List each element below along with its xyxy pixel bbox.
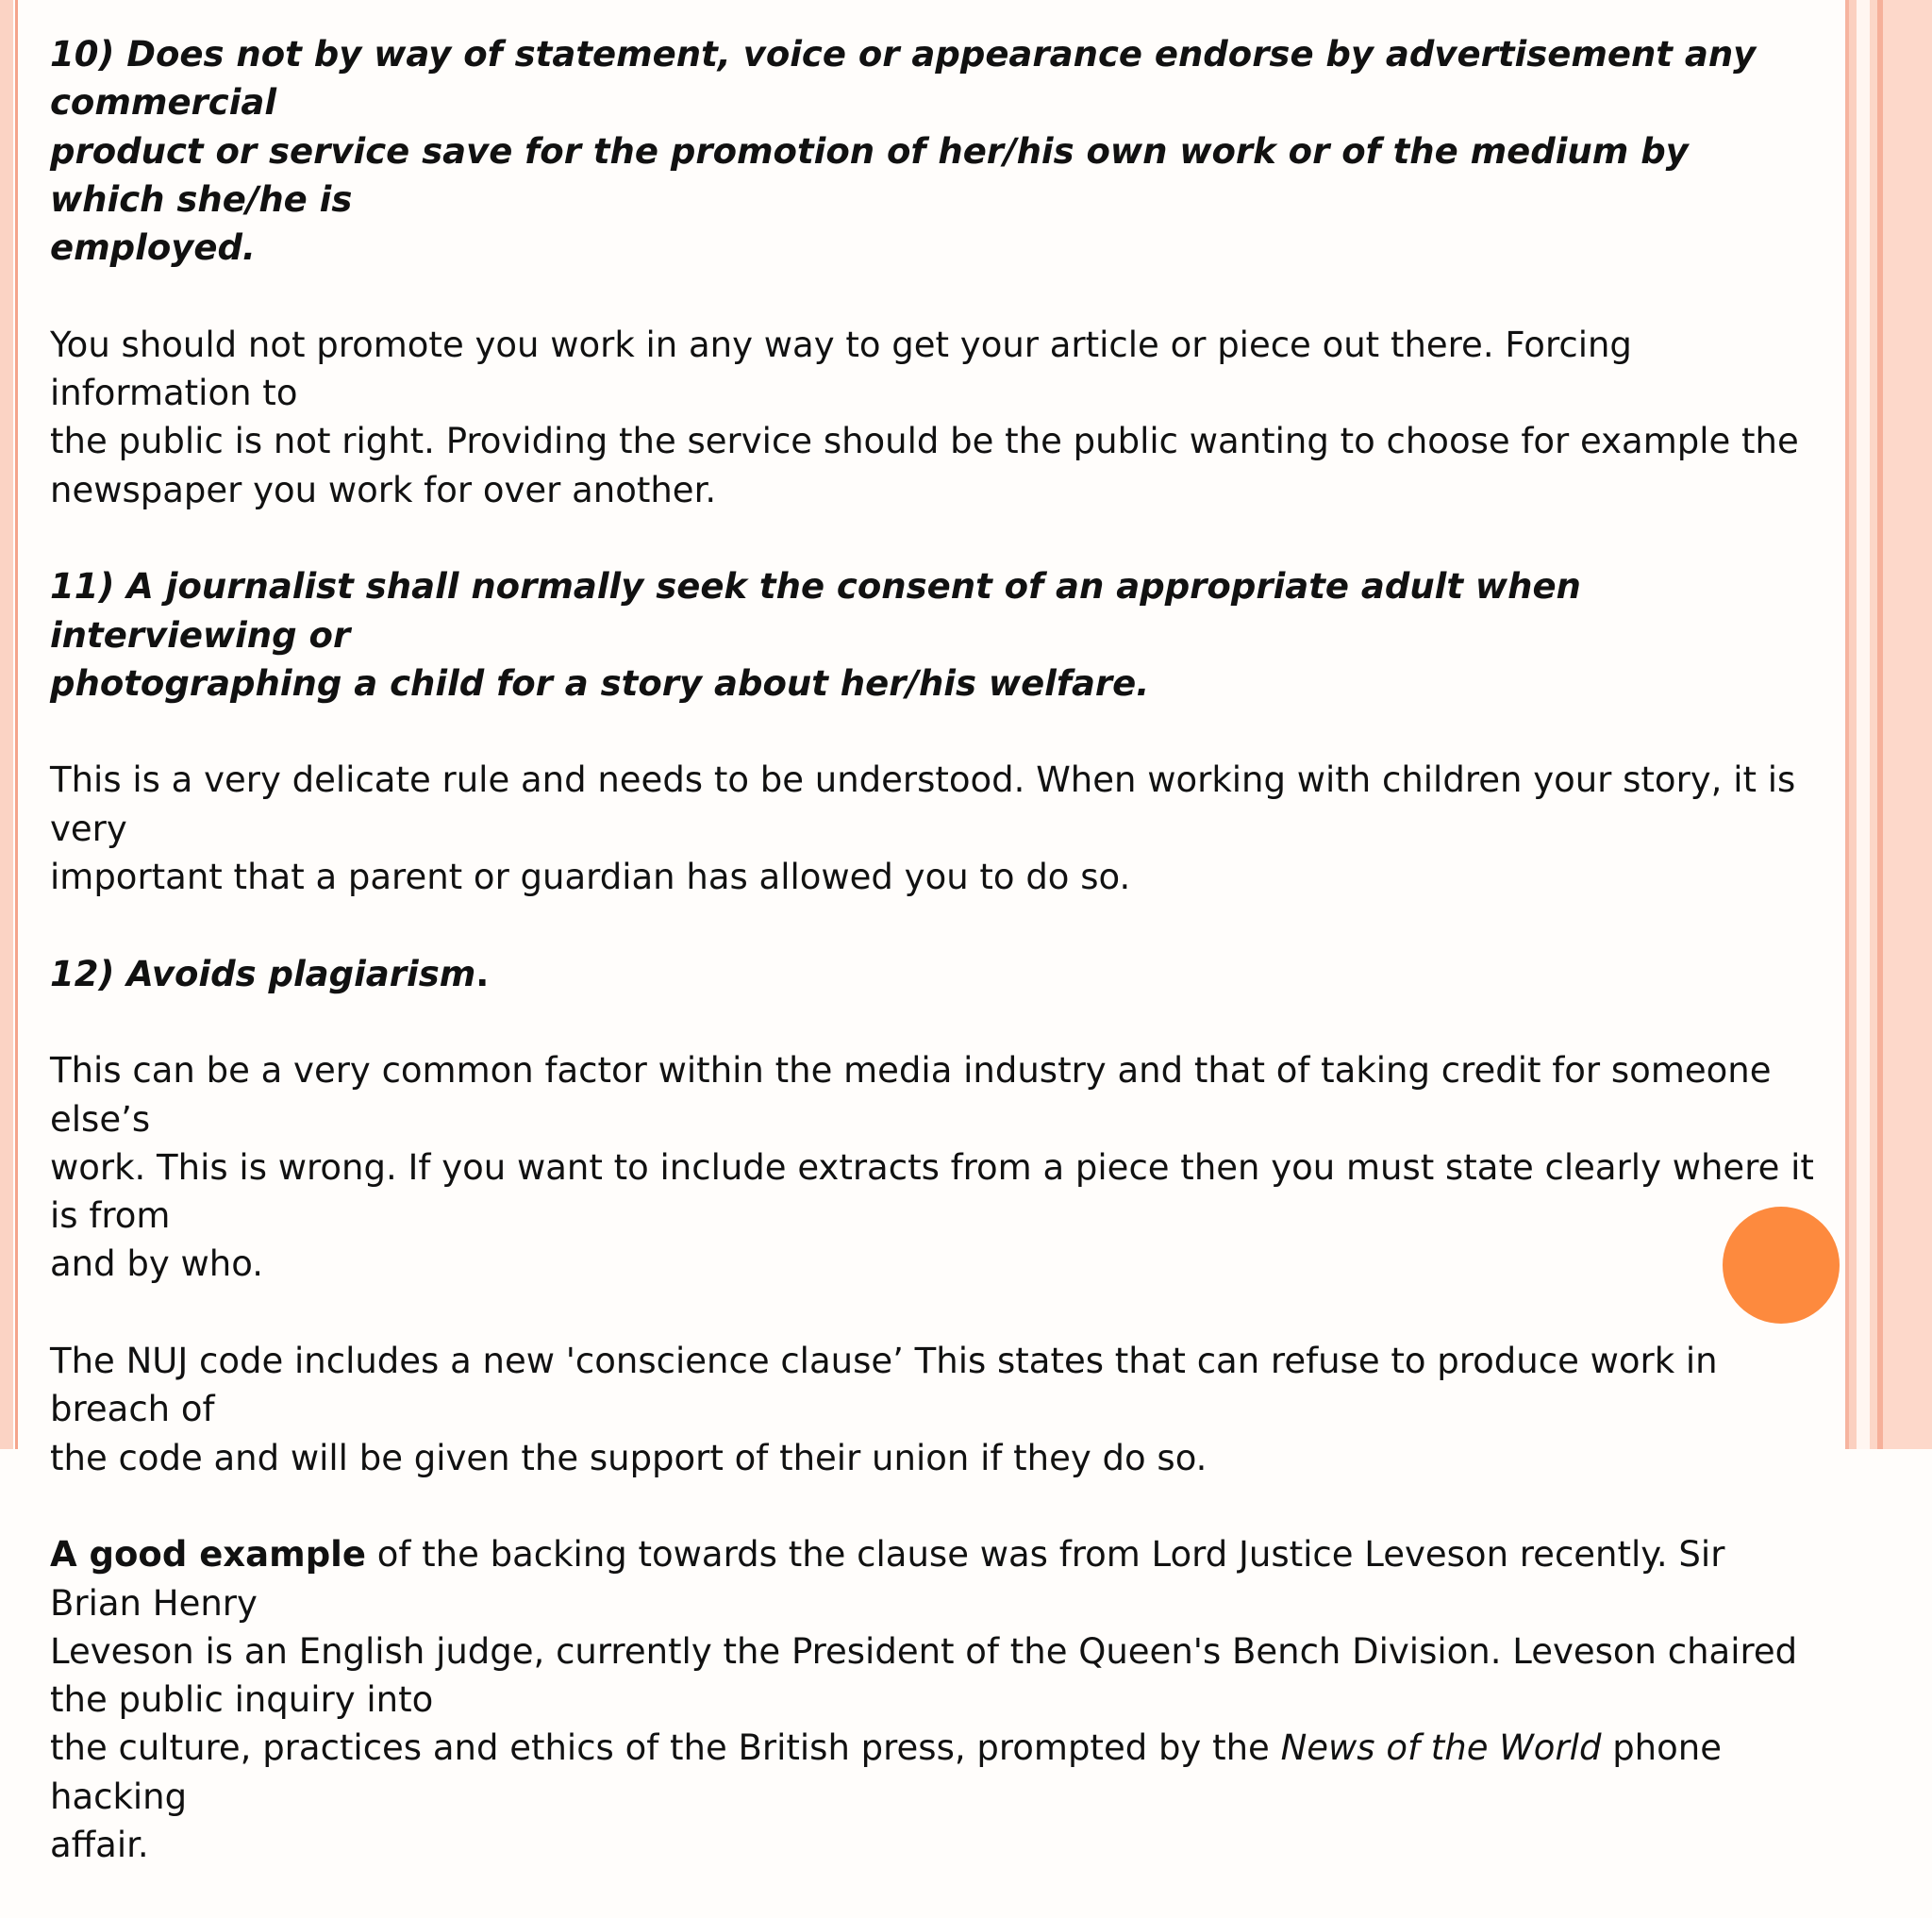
- heading-line: 10) Does not by way of statement, voice or appearance endorse by advertisement any commercial: [50, 34, 1757, 124]
- body-line: newspaper you work for over another.: [50, 469, 717, 510]
- heading-line: 11) A journalist shall normally seek the consent of an appropriate adult when interviewing or: [50, 566, 1581, 656]
- decorative-circle: [1723, 1207, 1840, 1324]
- body-line: You should not promote you work in any way to get your article or piece out there. Forcing information to: [50, 324, 1632, 414]
- example-text: of the backing towards the clause was from Lord Justice Leveson recently. Sir Brian Henry: [50, 1534, 1725, 1624]
- right-border-stripe: [1870, 0, 1877, 1449]
- body-line: the code and will be given the support of their union if they do so.: [50, 1437, 1208, 1478]
- body-line: This is a very delicate rule and needs to be understood. When working with children your story, it is very: [50, 759, 1796, 849]
- example-text: the culture, practices and ethics of the British press, prompted by the: [50, 1727, 1281, 1769]
- body-line: the public is not right. Providing the service should be the public wanting to choose for example the: [50, 421, 1799, 462]
- item-11-body: [50, 756, 1814, 901]
- heading-line: photographing a child for a story about her/his welfare.: [50, 662, 1150, 704]
- heading-line: product or service save for the promotion of her/his own work or of the medium by which she/he is: [50, 130, 1689, 220]
- body-line: work. This is wrong. If you want to include extracts from a piece then you must state clearly where it is from: [50, 1146, 1814, 1237]
- heading-text: 12) Avoids plagiarism: [50, 953, 476, 994]
- newspaper-title: News of the World: [1280, 1727, 1602, 1769]
- right-border-stripe: [1857, 0, 1870, 1449]
- heading-period: .: [475, 953, 490, 994]
- right-border-stripe: [1849, 0, 1857, 1449]
- body-line: and by who.: [50, 1243, 263, 1285]
- nuj-body: [50, 1337, 1814, 1482]
- item-11-heading: [50, 562, 1814, 708]
- example-text: phone hacking: [50, 1727, 1722, 1817]
- item-10-body: [50, 321, 1814, 514]
- heading-line: employed.: [50, 227, 256, 269]
- left-border-line: [15, 0, 18, 1449]
- body-line: The NUJ code includes a new 'conscience clause’ This states that can refuse to produce work in breach of: [50, 1341, 1718, 1430]
- left-border-decoration: [0, 0, 13, 1449]
- item-10-heading: [50, 30, 1814, 272]
- example-lead: A good example: [50, 1534, 366, 1576]
- slide-body: [50, 30, 1814, 1918]
- example-body: [50, 1530, 1814, 1869]
- example-line-1: [50, 1530, 1814, 1627]
- body-line: This can be a very common factor within the media industry and that of taking credit for someone else’s: [50, 1050, 1772, 1140]
- right-border-stripe: [1883, 0, 1932, 1449]
- example-line-5: affair.: [50, 1824, 149, 1865]
- example-line-2: Leveson is an English judge, currently the President of the Queen's Bench Division. Leveson chaired: [50, 1630, 1798, 1672]
- example-line-3: the public inquiry into: [50, 1679, 434, 1721]
- item-12-body: [50, 1046, 1814, 1288]
- item-12-heading: [50, 950, 1814, 998]
- body-line: important that a parent or guardian has allowed you to do so.: [50, 857, 1131, 898]
- example-line-4: [50, 1724, 1814, 1821]
